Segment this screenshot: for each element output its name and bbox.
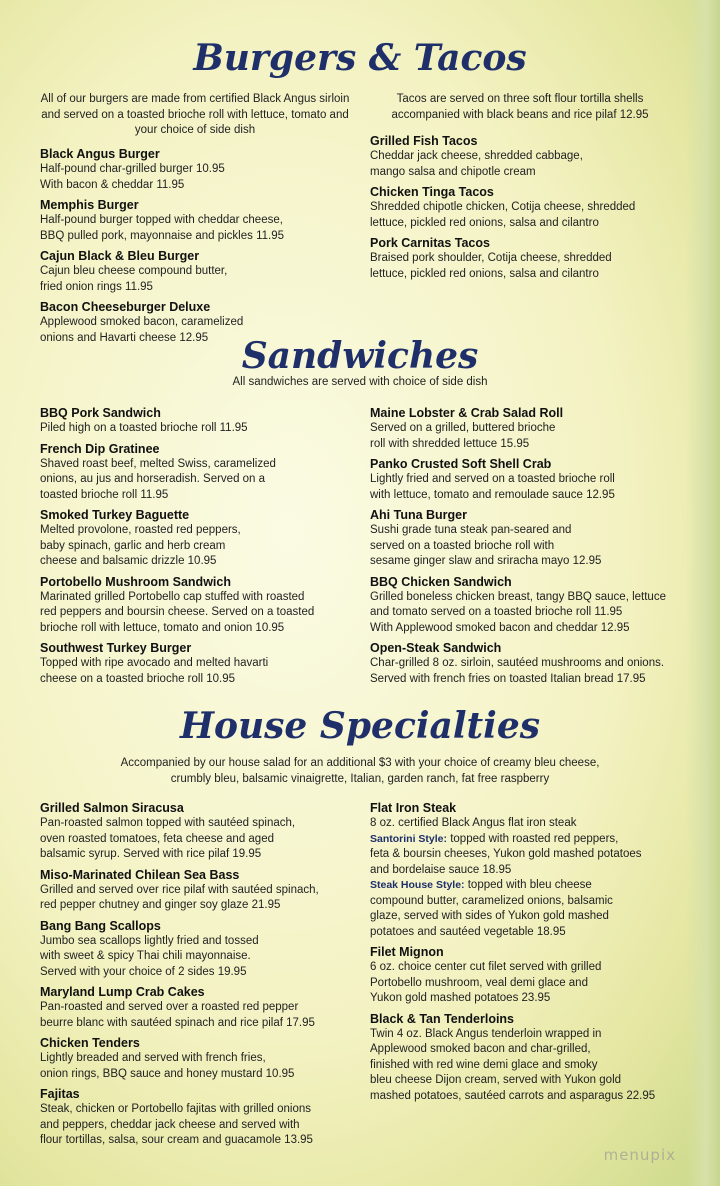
menu-item xyxy=(370,456,700,503)
menu-item xyxy=(370,944,695,1007)
menu-item xyxy=(40,197,360,244)
item-description: Served on a grilled, buttered brioche roll with shredded lettuce 15.95 xyxy=(370,422,556,450)
item-name: Filet Mignon xyxy=(370,945,444,959)
house-list-left xyxy=(40,800,365,1153)
item-name: Portobello Mushroom Sandwich xyxy=(40,574,231,589)
menu-item xyxy=(40,984,365,1031)
sandwiches-intro: All sandwiches are served with choice of side dish xyxy=(232,376,488,388)
item-description: Lightly breaded and served with french fries, onion rings, BBQ sauce and honey mustard 10.95 xyxy=(40,1052,295,1080)
item-name: Chicken Tenders xyxy=(40,1036,140,1050)
item-name: Pork Carnitas Tacos xyxy=(370,236,490,250)
item-description: Lightly fried and served on a toasted brioche roll with lettuce, tomato and remoulade sauce 12.95 xyxy=(370,473,615,501)
menu-item xyxy=(370,640,700,687)
item-description: Shredded chipotle chicken, Cotija cheese, shredded lettuce, pickled red onions, salsa and cilantro xyxy=(370,201,636,229)
item-name: Memphis Burger xyxy=(40,198,139,212)
item-description: Sushi grade tuna steak pan-seared and served on a toasted brioche roll with sesame ginger slaw and sriracha mayo 12.95 xyxy=(370,524,602,567)
item-description: Cheddar jack cheese, shredded cabbage, mango salsa and chipotle cream xyxy=(370,150,583,178)
item-name: BBQ Chicken Sandwich xyxy=(370,574,512,589)
menu-item xyxy=(40,146,360,193)
item-name: BBQ Pork Sandwich xyxy=(40,406,161,420)
style-option xyxy=(370,878,695,940)
taco-intro: Tacos are served on three soft flour tortilla shells accompanied with black beans and rice pilaf 12.95 xyxy=(391,93,649,121)
item-description: Shaved roast beef, melted Swiss, caramelized onions, au jus and horseradish. Served on a toasted brioche roll 11.95 xyxy=(40,457,276,501)
item-description: Braised pork shoulder, Cotija cheese, shredded lettuce, pickled red onions, salsa and cilantro xyxy=(370,252,612,280)
menu-item xyxy=(40,574,360,637)
menu-item xyxy=(370,184,690,231)
sandwich-list-right xyxy=(370,405,700,691)
menu-item xyxy=(40,918,365,981)
menu-item xyxy=(40,1086,365,1149)
item-name: Maine Lobster & Crab Salad Roll xyxy=(370,406,564,420)
menu-item xyxy=(370,405,700,452)
item-name: Chicken Tinga Tacos xyxy=(370,185,494,199)
item-name: Grilled Salmon Siracusa xyxy=(40,801,184,815)
burgers-tacos-title: Burgers & Tacos xyxy=(193,37,527,79)
menu-item xyxy=(370,507,700,570)
item-description: Marinated grilled Portobello cap stuffed with roasted red peppers and boursin cheese. Served on a toasted brioche roll with lettuce, tomato and onion 10.95 xyxy=(40,590,315,634)
item-description: Applewood smoked bacon, caramelized onions and Havarti cheese 12.95 xyxy=(40,316,244,344)
item-description: Jumbo sea scallops lightly fried and tossed with sweet & spicy Thai chili mayonnaise. Served with your choice of 2 sides 19.95 xyxy=(40,934,259,978)
menu-item xyxy=(40,867,365,914)
taco-list xyxy=(370,133,690,286)
menu-item xyxy=(370,800,695,940)
item-name: Ahi Tuna Burger xyxy=(370,508,467,522)
menu-item xyxy=(370,133,690,180)
menu-item xyxy=(40,405,360,437)
style-description: topped with bleu cheese compound butter, caramelized onions, balsamic glaze, served with sides of Yukon gold mashed potatoes and sautéed vegetable 18.95 xyxy=(370,879,613,938)
item-description: Char-grilled 8 oz. sirloin, sautéed mushrooms and onions. Served with french fries on toasted Italian bread 17.95 xyxy=(370,657,665,685)
item-name: Panko Crusted Soft Shell Crab xyxy=(370,457,552,471)
house-list-right xyxy=(370,800,695,1108)
menu-item xyxy=(40,1035,365,1082)
item-name: Maryland Lump Crab Cakes xyxy=(40,985,205,999)
item-description: Topped with ripe avocado and melted havarti cheese on a toasted brioche roll 10.95 xyxy=(40,657,269,685)
item-description: Grilled and served over rice pilaf with sautéed spinach, red pepper chutney and ginger soy glaze 21.95 xyxy=(40,883,319,911)
item-name: Southwest Turkey Burger xyxy=(40,641,192,655)
item-description: Half-pound burger topped with cheddar cheese, BBQ pulled pork, mayonnaise and pickles 11.95 xyxy=(40,214,284,242)
item-description: Melted provolone, roasted red peppers, baby spinach, garlic and herb cream cheese and balsamic drizzle 10.95 xyxy=(40,524,241,567)
item-description: Cajun bleu cheese compound butter, fried onion rings 11.95 xyxy=(40,265,228,293)
style-name: Steak House Style: xyxy=(370,879,465,891)
menu-item xyxy=(370,1011,695,1105)
item-description: Steak, chicken or Portobello fajitas with grilled onions and peppers, cheddar jack cheese and served with flour tortillas, salsa, sour cream and guacamole 13.95 xyxy=(40,1103,313,1146)
style-option xyxy=(370,832,695,879)
sandwich-list-left xyxy=(40,405,360,691)
house-intro: Accompanied by our house salad for an additional $3 with your choice of creamy bleu cheese, crumbly bleu, balsamic vinaigrette, Italian, garden ranch, fat free raspberry xyxy=(120,757,600,785)
item-name: Miso-Marinated Chilean Sea Bass xyxy=(40,867,240,882)
item-name: Open-Steak Sandwich xyxy=(370,641,502,655)
item-name: Flat Iron Steak xyxy=(370,801,457,815)
item-description: Half-pound char-grilled burger 10.95 With bacon & cheddar 11.95 xyxy=(40,163,225,191)
menu-item xyxy=(370,235,690,282)
item-name: Cajun Black & Bleu Burger xyxy=(40,249,200,263)
burger-intro: All of our burgers are made from certified Black Angus sirloin and served on a toasted brioche roll with lettuce, tomato and your choice of side dish xyxy=(40,93,350,136)
item-name: Fajitas xyxy=(40,1087,80,1101)
item-name: Grilled Fish Tacos xyxy=(370,134,478,148)
item-description: Pan-roasted and served over a roasted red pepper beurre blanc with sautéed spinach and rice pilaf 17.95 xyxy=(40,1001,315,1029)
item-description: 8 oz. certified Black Angus flat iron steak xyxy=(370,817,577,829)
item-name: Bang Bang Scallops xyxy=(40,918,161,933)
sandwiches-title: Sandwiches xyxy=(241,335,479,377)
menu-item xyxy=(40,507,360,570)
burger-list xyxy=(40,146,360,350)
item-description: Piled high on a toasted brioche roll 11.95 xyxy=(40,422,248,434)
menu-item xyxy=(40,441,360,504)
menu-item xyxy=(40,640,360,687)
style-name: Santorini Style: xyxy=(370,832,448,845)
house-specialties-title: House Specialties xyxy=(179,705,541,747)
watermark: menupix xyxy=(603,1146,676,1164)
item-name: Smoked Turkey Baguette xyxy=(40,508,190,522)
menu-item xyxy=(370,574,700,637)
menu-item xyxy=(40,800,365,863)
item-name: Black & Tan Tenderloins xyxy=(370,1011,515,1026)
item-name: Bacon Cheeseburger Deluxe xyxy=(40,300,211,314)
item-description: Pan-roasted salmon topped with sautéed spinach, oven roasted tomatoes, feta cheese and aged balsamic syrup. Served with rice pilaf 19.95 xyxy=(40,817,296,860)
item-description: 6 oz. choice center cut filet served with grilled Portobello mushroom, veal demi glace and Yukon gold mashed potatoes 23.95 xyxy=(370,961,602,1004)
item-description: Grilled boneless chicken breast, tangy BBQ sauce, lettuce and tomato served on a toasted brioche roll 11.95 With Applewood smoked bacon and cheddar 12.95 xyxy=(370,590,666,634)
style-description: topped with roasted red peppers, feta & boursin cheeses, Yukon gold mashed potatoes and bordelaise sauce 18.95 xyxy=(370,832,642,876)
item-name: Black Angus Burger xyxy=(40,147,160,161)
item-description: Twin 4 oz. Black Angus tenderloin wrapped in Applewood smoked bacon and char-grilled, finished with red wine demi glace and smoky bleu cheese Dijon cream, served with Yukon gold mashed potatoes, sautéed carrots and asparagus 22.95 xyxy=(370,1027,656,1102)
item-name: French Dip Gratinee xyxy=(40,441,160,456)
menu-item xyxy=(40,248,360,295)
